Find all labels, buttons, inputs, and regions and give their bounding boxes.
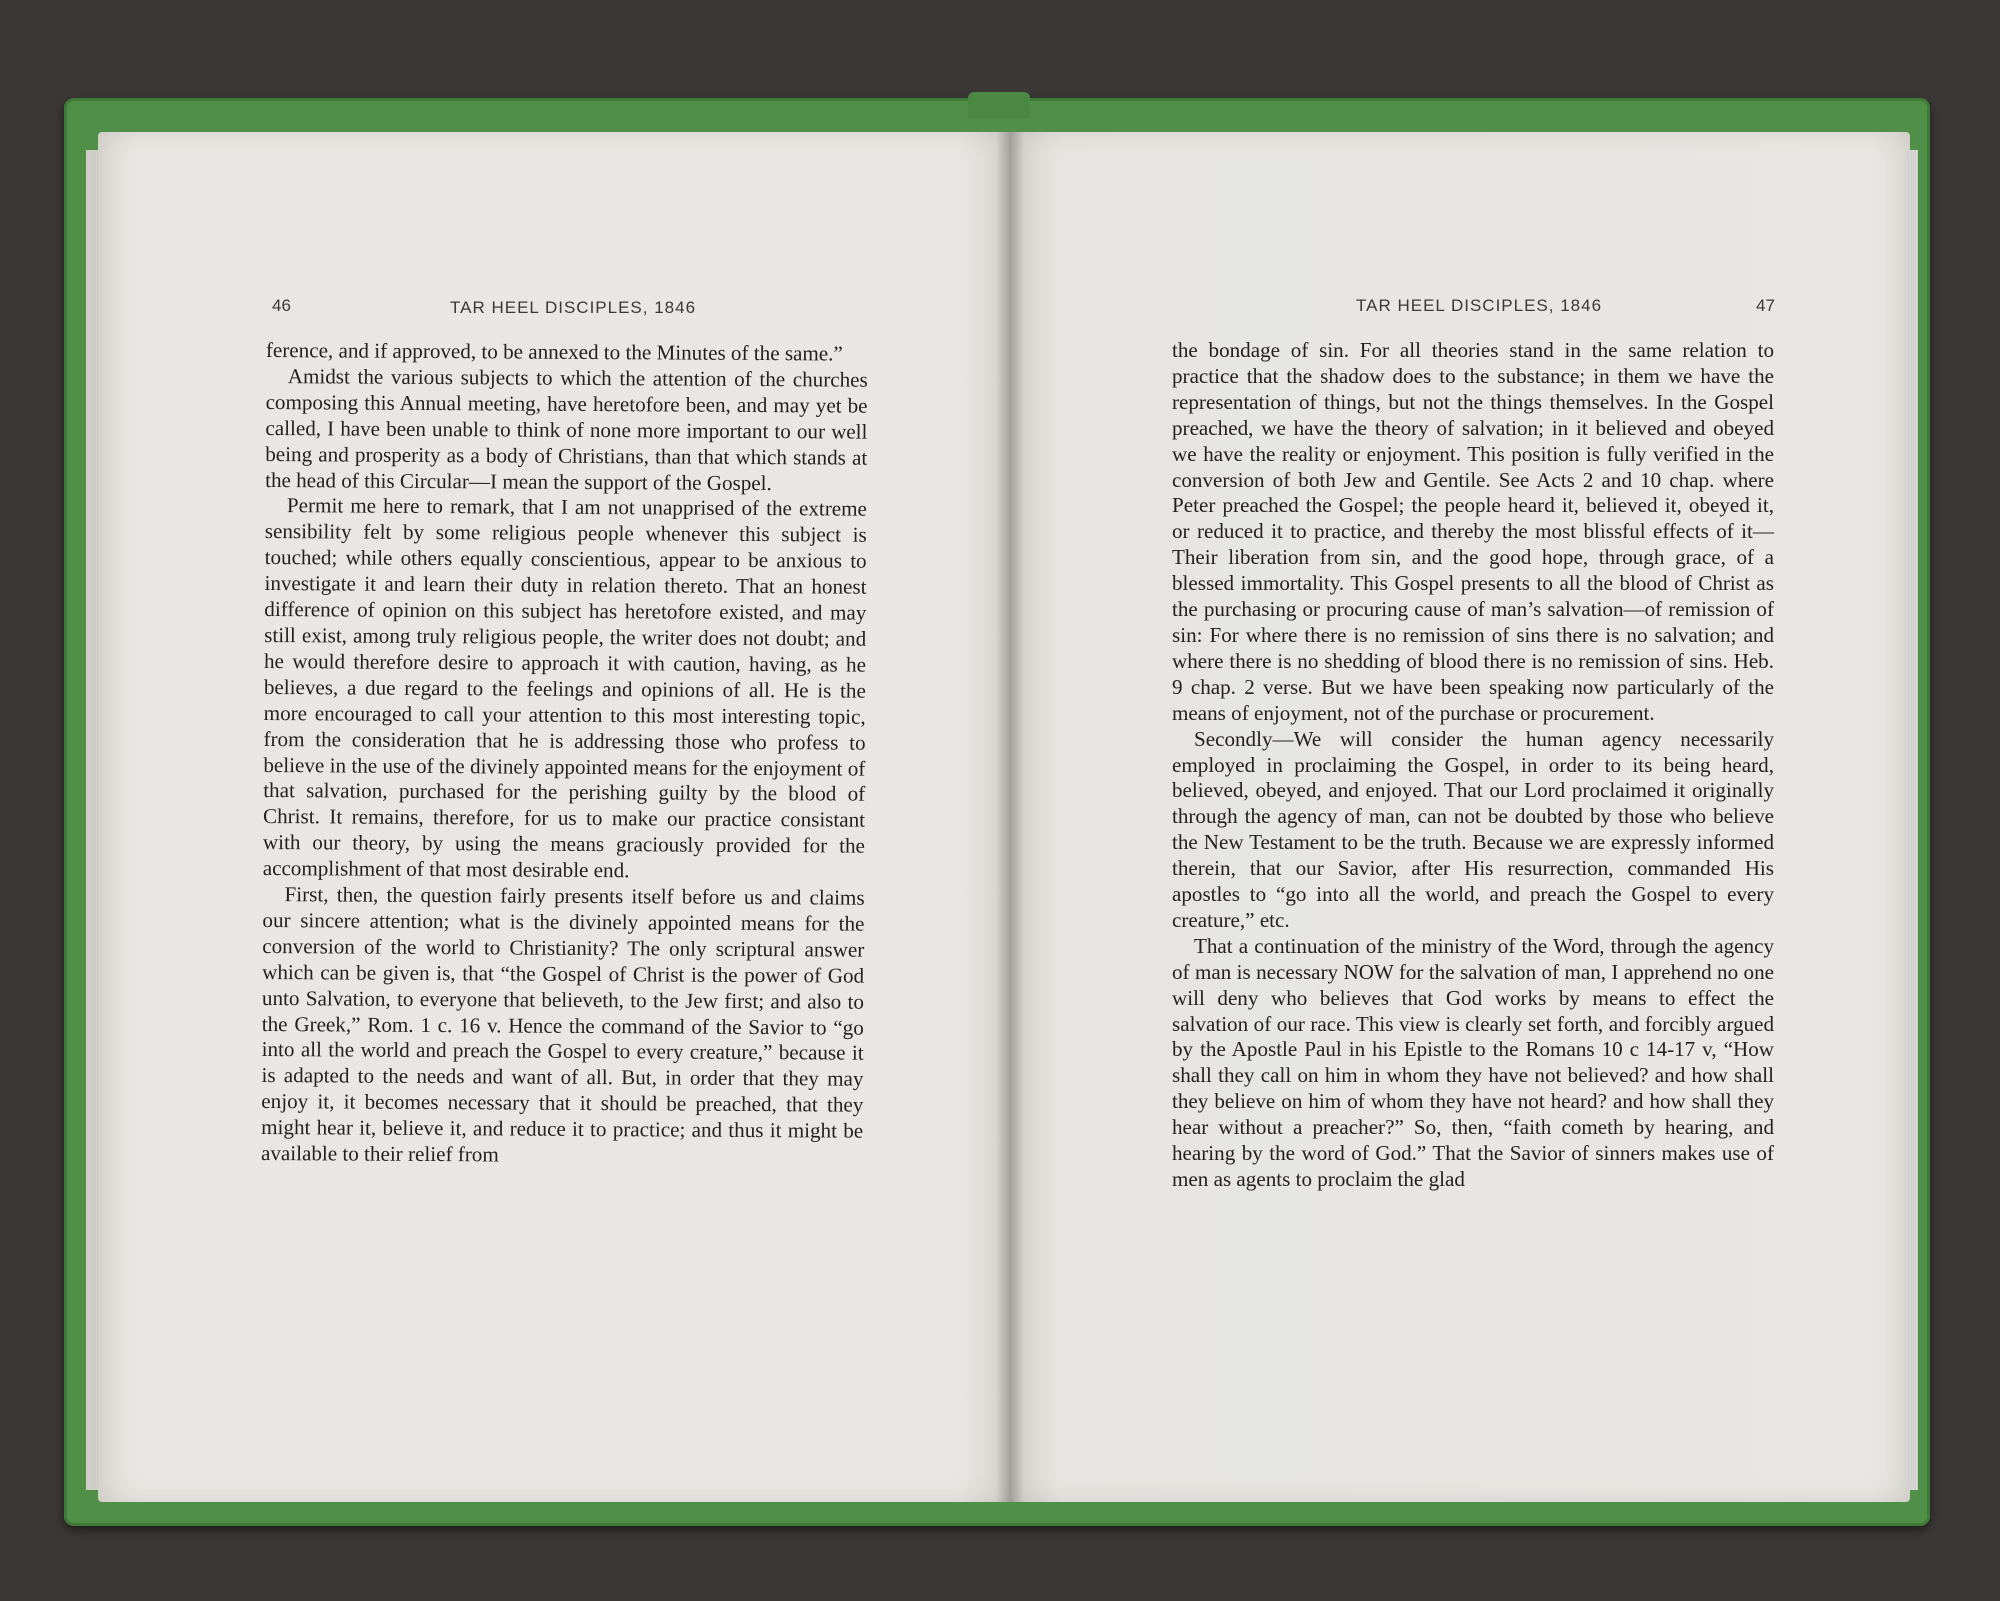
book-spine <box>968 92 1030 118</box>
right-paragraph-3: That a continuation of the ministry of the Word, through the agency of man is necessary NOW for the salvation of man, I apprehend no one will deny who believes that God works by means to effect the salvation of our race. This view is clearly set forth, and forcibly argued by the Apostle Paul in his Epistle to the Romans 10 c 14-17 v, “How shall they call on him in whom they have not believed? and how shall they believe on him of whom they have not heard? and how shall they hear without a preacher?” So, then, “faith cometh by hearing, and hearing by the word of God.” That the Savior of sinners makes use of men as agents to proclaim the glad <box>1172 933 1774 1191</box>
left-paragraph-3: Permit me here to remark, that I am not unapprised of the extreme sensibility felt by some religious people whenever this subject is touched; while others equally conscientious, appear to be anxious to investigate it and learn their duty in relation thereto. That an honest difference of opinion on this subject has heretofore existed, and may still exist, among truly religious people, the writer does not doubt; and he would therefore desire to approach it with caution, having, as he believes, a due regard to the feelings and opinions of all. He is the more encouraged to call your attention to this most interesting topic, from the consideration that he is addressing those who profess to believe in the use of the divinely appointed means for the enjoyment of that salvation, purchased for the perishing guilty by the blood of Christ. It remains, therefore, for us to make our practice consistant with our theory, by using the means graciously provided for the accomplishment of that most desirable end. <box>262 493 868 883</box>
left-page-edges <box>86 150 98 1490</box>
left-page-number: 46 <box>272 296 291 315</box>
right-running-head: TAR HEEL DISCIPLES, 1846 <box>1356 296 1603 315</box>
left-paragraph-1: ference, and if approved, to be annexed to the Minutes of the same.” <box>265 338 843 366</box>
right-paragraph-1: the bondage of sin. For all theories stand in the same relation to practice that the shadow does to the substance; in them we have the representation of things, but not the things themselves. In the Gospel preached, we have the theory of salvation; in it believed and obeyed we have the reality or enjoyment. This position is fully verified in the conversion of both Jew and Gentile. See Acts 2 and 10 chap. where Peter preached the Gospel; the people heard it, believed it, obeyed it, or reduced it to practice, and thereby the most blissful effects of it—Their liberation from sin, and the good hope, through grace, of a blessed immortality. This Gospel presents to all the blood of Christ as the purchasing or procuring cause of man’s salvation—of remission of sin: For where there is no remission of sins there is no salvation; and where there is no shedding of blood there is no remission of sins. Heb. 9 chap. 2 verse. But we have been speaking now particularly of the means of enjoyment, not of the purchase or procurement. <box>1172 338 1774 725</box>
right-paragraph-2: Secondly—We will consider the human agency necessarily employed in proclaiming the Gospel, in order to its being heard, believed, obeyed, and enjoyed. That our Lord proclaimed it originally through the agency of man, can not be doubted by those who believe the New Testament to be the truth. Because we are expressly informed therein, that our Savior, after His resurrection, commanded His apostles to “go into all the world, and preach the Gospel to every creature,” etc. <box>1172 726 1774 932</box>
left-running-head: TAR HEEL DISCIPLES, 1846 <box>450 298 697 317</box>
right-page-body <box>1172 338 1774 1193</box>
book-gutter <box>996 132 1024 1502</box>
left-page-body <box>261 338 868 1171</box>
left-paragraph-2: Amidst the various subjects to which the attention of the churches composing this Annual meeting, have heretofore been, and may yet be called, I have been unable to think of none more important to our well being and prosperity as a body of Christians, than that which stands at the head of this Circular—I mean the support of the Gospel. <box>265 364 868 495</box>
right-page-number: 47 <box>1756 296 1775 315</box>
left-paragraph-4: First, then, the question fairly presents itself before us and claims our sincere attention; what is the divinely appointed means for the conversion of the world to Christianity? The only scriptural answer which can be given is, that “the Gospel of Christ is the power of God unto Salvation, to everyone that believeth, to the Jew first; and also to the Greek,” Rom. 1 c. 16 v. Hence the command of the Savior to “go into all the world and preach the Gospel to every creature,” because it is adapted to the needs and want of all. But, in order that they may enjoy it, it becomes necessary that it should be preached, that they might hear it, believe it, and reduce it to practice; and thus it might be available to their relief from <box>260 882 865 1167</box>
